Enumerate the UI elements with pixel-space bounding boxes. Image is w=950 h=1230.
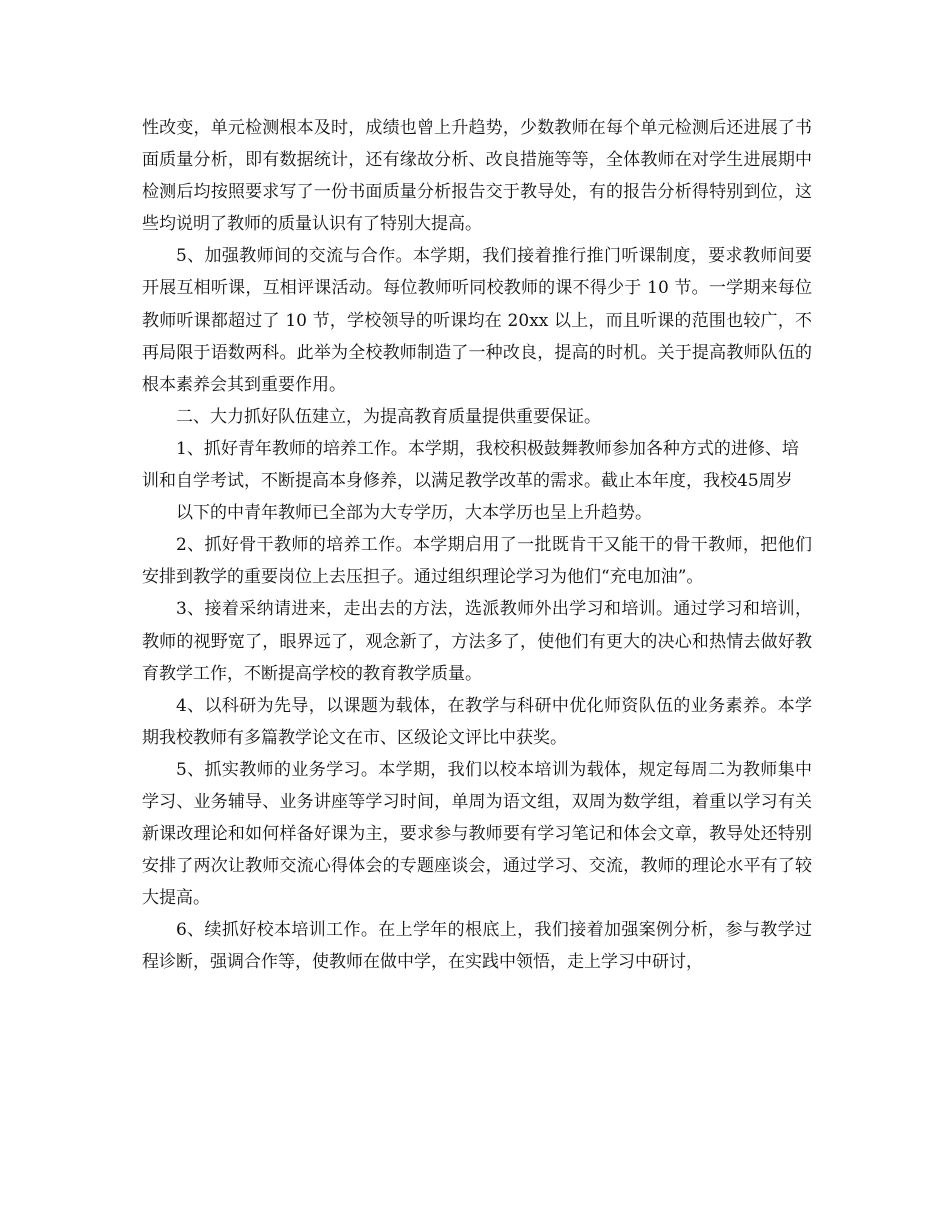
paragraph-item-6-school-training: 6、续抓好校本培训工作。在上学年的根底上，我们接着加强案例分析，参与教学过程诊断，强调合作等，使教师在做中学，在实践中领悟，走上学习中研讨，: [142, 920, 812, 973]
paragraph-item-5-study: 5、抓实教师的业务学习。本学期，我们以校本培训为载体，规定每周二为教师集中学习、业务辅导、业务讲座等学习时间，单周为语文组，双周为数学组，着重以学习有关新课改理论和如何样备好课为主，要求参与教师要有学习笔记和体会文章，教导处还特别安排了两次让教师交流心得体会的专题座谈会，通过学习、交流，教师的理论水平有了较大提高。: [142, 759, 812, 909]
section-heading-two: 二、大力抓好队伍建立，为提高教育质量提供重要保证。: [176, 406, 601, 427]
paragraph-item-1-continued: 以下的中青年教师已全部为大专学历，大本学历也呈上升趋势。: [176, 503, 652, 524]
paragraph-item-1-young-teachers: 1、抓好青年教师的培养工作。本学期，我校积极鼓舞教师参加各种方式的进修、培训和自学考试，不断提高本身修养，以满足教学改革的需求。截止本年度，我校45周岁: [142, 438, 799, 492]
document-body: [142, 112, 812, 979]
paragraph-item-4-research: 4、以科研为先导，以课题为载体，在教学与科研中优化师资队伍的业务素养。本学期我校教师有多篇教学论文在市、区级论文评比中获奖。: [142, 695, 812, 748]
paragraph-item-2-core-teachers: 2、抓好骨干教师的培养工作。本学期启用了一批既肯干又能干的骨干教师，把他们安排到教学的重要岗位上去压担子。通过组织理论学习为他们“充电加油”。: [142, 535, 812, 588]
paragraph-item-5-exchange: 5、加强教师间的交流与合作。本学期，我们接着推行推门听课制度，要求教师间要开展互相听课，互相评课活动。每位教师听同校教师的课不得少于 10 节。一学期来每位教师听课都超过了 10 节，学校领导的听课均在 20xx 以上，而且听课的范围也较广，不再局限于语数两科。此举为全校教师制造了一种改良，提高的时机。关于提高教师队伍的根本素养会其到重要作用。: [142, 246, 812, 395]
paragraph-item-3-training: 3、接着采纳请进来，走出去的方法，选派教师外出学习和培训。通过学习和培训，教师的视野宽了，眼界远了，观念新了，方法多了，使他们有更大的决心和热情去做好教育教学工作，不断提高学校的教育教学质量。: [142, 599, 812, 684]
paragraph-continuation: 性改变，单元检测根本及时，成绩也曾上升趋势，少数教师在每个单元检测后还进展了书面质量分析，即有数据统计，还有缘故分析、改良措施等等，全体教师在对学生进展期中检测后均按照要求写了一份书面质量分析报告交于教导处，有的报告分析得特别到位，这些均说明了教师的质量认识有了特别大提高。: [142, 118, 812, 235]
